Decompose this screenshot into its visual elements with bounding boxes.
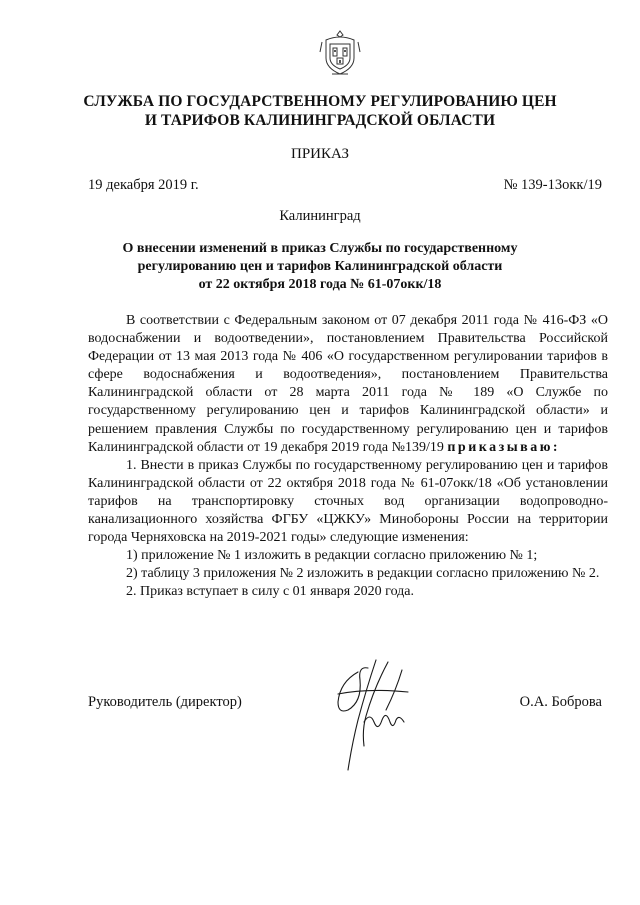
preamble-paragraph bbox=[88, 312, 608, 457]
subject-line-2: регулированию цен и тарифов Калининградской области bbox=[137, 259, 503, 274]
item-1: 1. Внести в приказ Службы по государственному регулированию цен и тарифов Калининградской области от 22 октября 2018 года № 61-07окк/18 «Об установлении тарифов на транспортировку сточных вод организации водопроводно-канализационного хозяйства ФГБУ «ЦЖКУ» Минобороны России на территории города Черняховска на 2019-2021 годы» следующие изменения: bbox=[88, 457, 608, 546]
order-word: приказываю: bbox=[447, 439, 561, 455]
organization-name bbox=[60, 92, 580, 130]
item-1-2: 2) таблицу 3 приложения № 2 изложить в редакции согласно приложению № 2. bbox=[126, 566, 600, 582]
item-2: 2. Приказ вступает в силу с 01 января 2020 года. bbox=[126, 584, 415, 600]
document-date: 19 декабря 2019 г. bbox=[88, 177, 199, 193]
document-body bbox=[88, 312, 608, 602]
preamble-text: В соответствии с Федеральным законом от 07 декабря 2011 года № 416-ФЗ «О водоснабжении и водоотведении», постановлением Правительства Российской Федерации от 13 мая 2013 года № 406 «О государственном регулировании тарифов в сфере водоснабжения и водоотведения», постановлением Правительства Калининградской области от 28 марта 2011 года № 189 «О Службе по государственному регулированию цен и тарифов Калининградской области» и решением правления Службы по государственному регулированию цен и тарифов Калининградской области от 19 декабря 2019 года №139/19 bbox=[88, 313, 608, 455]
coat-of-arms-icon bbox=[318, 28, 362, 78]
subject-line-1: О внесении изменений в приказ Службы по государственному bbox=[122, 241, 518, 256]
handwritten-signature bbox=[318, 652, 418, 782]
document-city: Калининград bbox=[279, 208, 361, 224]
document-subject bbox=[80, 240, 560, 294]
document-type: ПРИКАЗ bbox=[291, 146, 349, 162]
subject-line-3: от 22 октября 2018 года № 61-07окк/18 bbox=[198, 277, 442, 292]
signatory-position: Руководитель (директор) bbox=[88, 694, 242, 710]
signatory-name: О.А. Боброва bbox=[519, 694, 602, 710]
organization-line-1: СЛУЖБА ПО ГОСУДАРСТВЕННОМУ РЕГУЛИРОВАНИЮ ЦЕН bbox=[83, 93, 557, 110]
organization-line-2: И ТАРИФОВ КАЛИНИНГРАДСКОЙ ОБЛАСТИ bbox=[144, 112, 496, 129]
document-number: № 139-13окк/19 bbox=[503, 177, 602, 193]
item-1-1: 1) приложение № 1 изложить в редакции согласно приложению № 1; bbox=[126, 548, 538, 564]
